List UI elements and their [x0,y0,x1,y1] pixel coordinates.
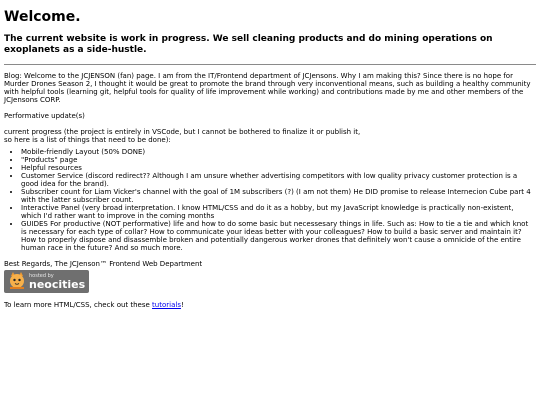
list-item: • Mobile-friendly Layout (50% DONE) [21,148,536,156]
blog-intro: Blog: Welcome to the JCJENSON (fan) page. I am from the IT/Frontend department of JCJensons. Why I am making this? Since there is no hope for Murder Drones Season 2, I thought it would be great to promote the brand through very inconventional means, such as building a healthy community with helpful tools (learning git, helpful tools for quality of life improvement while working) and contributions made by me and other members of the JCJensons CORP. [4,72,531,104]
neocities-badge[interactable] [4,270,89,293]
badge-hosted-by-text: hosted by [29,272,54,279]
tutorials-link[interactable]: tutorials [152,301,181,309]
list-item: • Subscriber count for Liam Vicker's channel with the goal of 1M subscribers (?) (I am not them) He DID promise to release Internecion Cube part 4 with the latter subscriber count. [21,188,536,204]
list-item: • GUIDES For productive (NOT performative) life and how to do some basic but necessesary things in life. Such as: How to tie a tie and which knot is necessary for each type of collar? How to communicate your ideas better with your colleagues? How to build a basic server and maintain it? How to properly dispose and disassemble broken and potentially dangerous worker drones that definitely won't cause a omnicide of the entire human race in the future? And so much more. [21,220,536,252]
footer-suffix: ! [180,301,184,309]
badge-neocities-text: neocities [29,277,86,291]
footer-prefix: To learn more HTML/CSS, check out these [4,301,153,309]
progress-text [4,128,536,144]
todo-list [4,148,536,252]
updates-heading: Performative update(s) [4,112,85,120]
footer-text [4,301,536,309]
divider [4,64,536,65]
progress-line-2: so here is a list of things that need to be done): [4,136,171,144]
signature: Best Regards, The JCJenson™ Frontend Web Department [4,260,203,268]
list-item: • Customer Service (discord redirect?? Although I am unsure whether advertising competitors with low quality privacy customer protection is a good idea for the brand). [21,172,536,188]
page-subtitle: The current website is work in progress. We sell cleaning products and do mining operations on exoplanets as a side-hustle. [4,34,493,55]
list-item: • Helpful resources [21,164,536,172]
neocities-cat-icon [7,271,27,293]
list-item: • Interactive Panel (very broad interpretation. I know HTML/CSS and do it as a hobby, but my JavaScript knowledge is practically non-existent, which I'd rather want to improve in the coming months [21,204,536,220]
page-title: Welcome. [4,9,81,25]
progress-line-1: current progress (the project is entirely in VSCode, but I cannot be bothered to finalize it or publish it, [4,128,361,136]
list-item: • "Products" page [21,156,536,164]
